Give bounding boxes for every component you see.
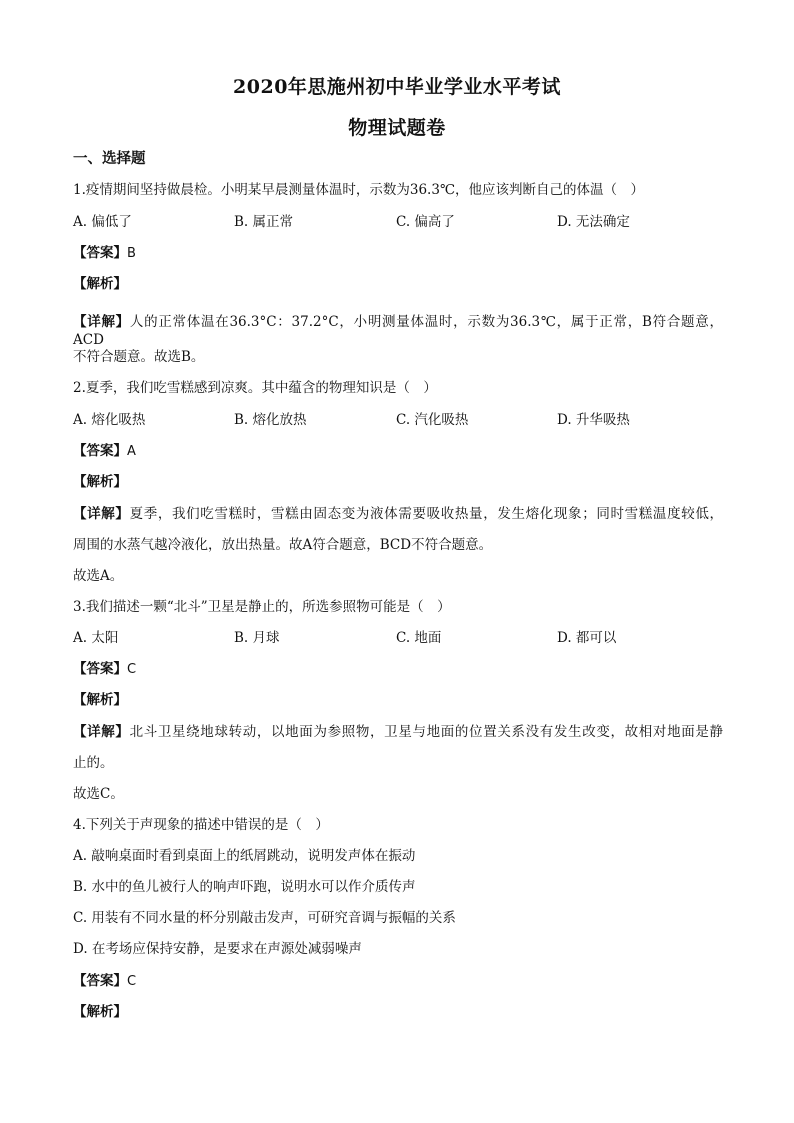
question-1-stem: 1.疫情期间坚持做晨检。小明某早晨测量体温时，示数为36.3℃，他应该判断自己的体温（ ）	[73, 182, 645, 198]
q2-option-d: D. 升华吸热	[557, 412, 630, 428]
exam-title: 2020年思施州初中毕业学业水平考试	[233, 76, 561, 98]
q2-analysis-tag: 【解析】	[73, 474, 127, 490]
q4-option-b: B. 水中的鱼儿被行人的响声吓跑，说明水可以作介质传声	[73, 879, 416, 895]
q3-option-a: A. 太阳	[73, 630, 119, 646]
question-2-stem: 2.夏季，我们吃雪糕感到凉爽。其中蕴含的物理知识是（ ）	[73, 380, 437, 396]
section-heading: 一、选择题	[73, 150, 146, 167]
q1-option-c: C. 偏高了	[396, 214, 455, 230]
q3-detail-line-2: 止的。	[73, 755, 114, 771]
q2-option-a: A. 熔化吸热	[73, 412, 146, 428]
question-4-stem: 4.下列关于声现象的描述中错误的是（ ）	[73, 817, 329, 833]
question-3-stem: 3.我们描述一颗“北斗”卫星是静止的，所选参照物可能是（ ）	[73, 599, 451, 615]
q2-answer: 【答案】A	[73, 443, 136, 459]
q4-option-a: A. 敲响桌面时看到桌面上的纸屑跳动，说明发声体在振动	[73, 848, 416, 864]
q1-answer	[73, 244, 723, 263]
q1-detail-line-1: 【详解】人的正常体温在36.3°C：37.2°C，小明测量体温时，示数为36.3℃，属于正常，B符合题意，ACD	[73, 314, 724, 348]
exam-subtitle: 物理试题卷	[348, 117, 446, 139]
q1-option-b: B. 属正常	[234, 214, 294, 230]
q3-option-c: C. 地面	[396, 630, 442, 646]
q4-option-c: C. 用装有不同水量的杯分别敲击发声，可研究音调与振幅的关系	[73, 910, 456, 926]
q1-detail-line-2: 不符合题意。故选B。	[73, 349, 205, 365]
q3-option-d: D. 都可以	[557, 630, 617, 646]
q2-detail-line-1: 【详解】夏季，我们吃雪糕时，雪糕由固态变为液体需要吸收热量，发生熔化现象；同时雪糕温度较低，	[73, 506, 723, 522]
q2-detail-line-2: 周围的水蒸气越冷液化，放出热量。故A符合题意，BCD不符合题意。	[73, 537, 493, 553]
q4-option-d: D. 在考场应保持安静，是要求在声源处减弱噪声	[73, 941, 362, 957]
q4-answer: 【答案】C	[73, 973, 137, 989]
detail-tag: 【详解】	[73, 314, 130, 330]
q1-analysis-tag: 【解析】	[73, 276, 127, 292]
q3-detail-line-1: 【详解】北斗卫星绕地球转动，以地面为参照物，卫星与地面的位置关系没有发生改变，故相对地面是静	[73, 724, 723, 740]
q1-option-d: D. 无法确定	[557, 214, 630, 230]
q2-option-c: C. 汽化吸热	[396, 412, 469, 428]
q3-answer: 【答案】C	[73, 661, 137, 677]
q3-conclusion: 故选C。	[73, 786, 124, 802]
answer-value: B	[127, 246, 136, 261]
answer-tag: 【答案】	[73, 245, 127, 261]
q3-option-b: B. 月球	[234, 630, 280, 646]
q4-analysis-tag: 【解析】	[73, 1004, 127, 1020]
q1-option-a: A. 偏低了	[73, 214, 132, 230]
q3-analysis-tag: 【解析】	[73, 692, 127, 708]
q2-conclusion: 故选A。	[73, 568, 124, 584]
q2-option-b: B. 熔化放热	[234, 412, 307, 428]
